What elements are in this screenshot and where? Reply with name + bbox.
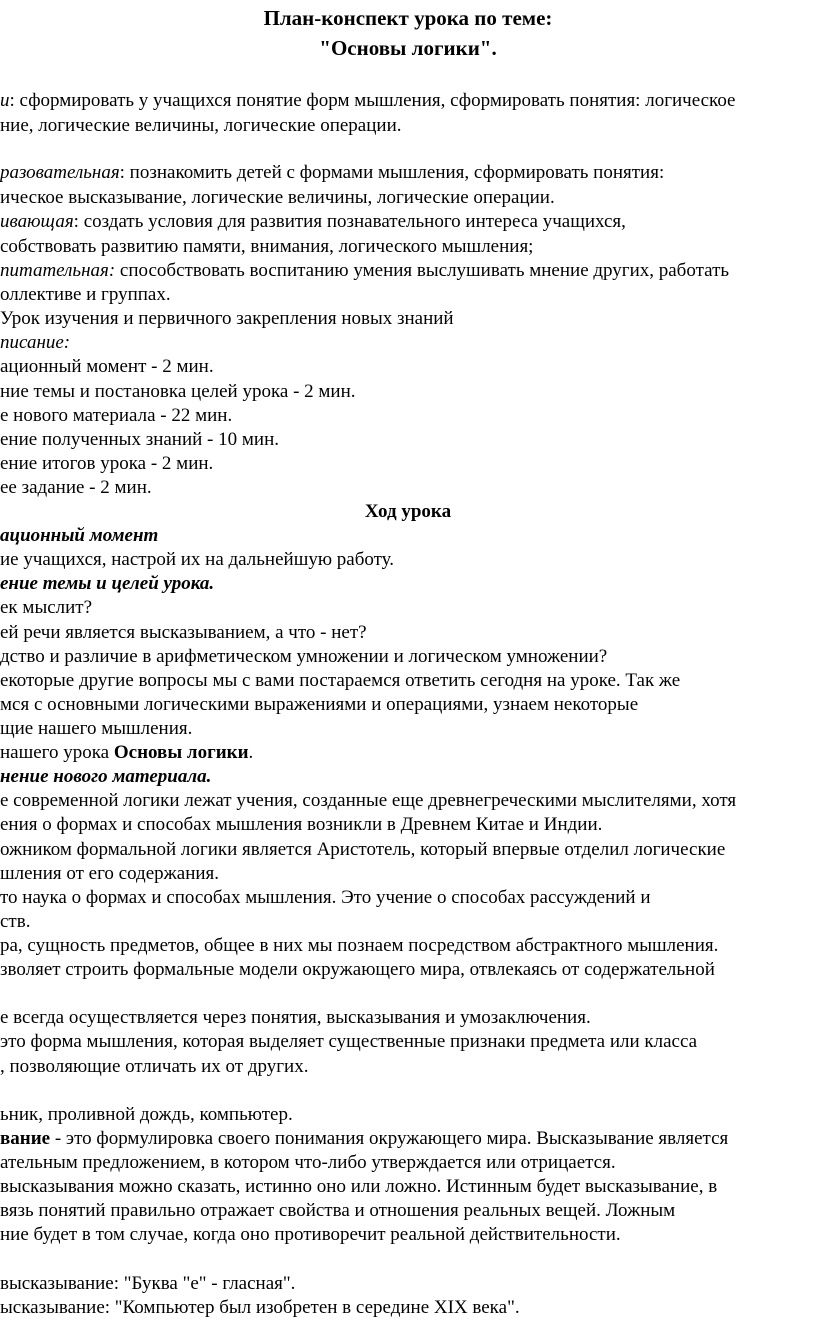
paragraph-line: вязь понятий правильно отражает свойства и отношения реальных вещей. Ложным xyxy=(0,1200,676,1221)
example-line: ьник, проливной дождь, компьютер. xyxy=(0,1104,293,1125)
example-line: ысказывание: "Компьютер был изобретен в середине XIX века". xyxy=(0,1297,520,1318)
upbringing-task-line xyxy=(0,259,729,283)
section-heading-new-material-text: нение нового материала. xyxy=(0,766,212,787)
schedule-label-text: писание: xyxy=(0,332,71,353)
paragraph-line: екоторые другие вопросы мы с вами постараемся ответить сегодня на уроке. Так же xyxy=(0,670,681,691)
paragraph-line: е современной логики лежат учения, созданные еще древнегреческими мыслителями, хотя xyxy=(0,790,737,811)
schedule-item: ние темы и постановка целей урока - 2 мин. xyxy=(0,381,356,402)
section-heading-course: Ход урока xyxy=(364,501,452,522)
developing-task-text: : создать условия для развития познавательного интереса учащихся, xyxy=(73,211,626,232)
section-heading-new-material xyxy=(0,765,211,789)
lesson-topic-period: . xyxy=(248,742,254,763)
goal-text: : сформировать у учащихся понятие форм мышления, сформировать понятия: логическое xyxy=(9,90,736,111)
question-line: ек мыслит? xyxy=(0,597,93,618)
schedule-item: ение итогов урока - 2 мин. xyxy=(0,453,214,474)
goal-label: и xyxy=(0,90,10,111)
upbringing-task-text: способствовать воспитанию умения выслушивать мнение других, работать xyxy=(115,260,730,281)
upbringing-task-label: питательная: xyxy=(0,260,116,281)
paragraph-line: ра, сущность предметов, общее в них мы познаем посредством абстрактного мышления. xyxy=(0,935,719,956)
paragraph-line: зволяет строить формальные модели окружающего мира, отвлекаясь от содержательной xyxy=(0,959,715,980)
statement-definition-line xyxy=(0,1127,728,1151)
statement-term: вание xyxy=(0,1128,51,1149)
section-heading-topic-text: ение темы и целей урока. xyxy=(0,573,215,594)
question-line: ей речи является высказыванием, а что - нет? xyxy=(0,622,367,643)
page-title-line-1: План-конспект урока по теме: xyxy=(263,6,553,30)
schedule-item: е нового материала - 22 мин. xyxy=(0,405,233,426)
schedule-item: ее задание - 2 мин. xyxy=(0,477,152,498)
paragraph-line: ическое высказывание, логические величины, логические операции. xyxy=(0,187,555,208)
page-title-line-2: "Основы логики". xyxy=(319,36,497,60)
educational-task-text: : познакомить детей с формами мышления, сформировать понятия: xyxy=(119,162,665,183)
paragraph-line: то наука о формах и способах мышления. Это учение о способах рассуждений и xyxy=(0,887,651,908)
paragraph-line: ств. xyxy=(0,911,31,932)
paragraph-line: ожником формальной логики является Аристотель, который впервые отделил логические xyxy=(0,839,726,860)
paragraph-line: е всегда осуществляется через понятия, высказывания и умозаключения. xyxy=(0,1007,591,1028)
paragraph-line: щие нашего мышления. xyxy=(0,718,193,739)
paragraph-line: это форма мышления, которая выделяет существенные признаки предмета или класса xyxy=(0,1031,698,1052)
paragraph-line: мся с основными логическими выражениями и операциями, узнаем некоторые xyxy=(0,694,639,715)
example-line: высказывание: "Буква "е" - гласная". xyxy=(0,1273,296,1294)
paragraph-line: собствовать развитию памяти, внимания, логического мышления; xyxy=(0,236,534,257)
schedule-item: ационный момент - 2 мин. xyxy=(0,356,214,377)
question-line: дство и различие в арифметическом умножении и логическом умножении? xyxy=(0,646,608,667)
lesson-type-line: Урок изучения и первичного закрепления новых знаний xyxy=(0,308,454,329)
paragraph-line: , позволяющие отличать их от других. xyxy=(0,1056,309,1077)
paragraph-line: ательным предложением, в котором что-либо утверждается или отрицается. xyxy=(0,1152,616,1173)
educational-task-line xyxy=(0,161,664,185)
section-heading-org-moment-text: ационный момент xyxy=(0,525,159,546)
lesson-topic-line xyxy=(0,741,253,765)
section-heading-org-moment xyxy=(0,524,158,548)
lesson-topic-name: Основы логики xyxy=(113,742,249,763)
paragraph-line: оллективе и группах. xyxy=(0,284,171,305)
section-heading-topic xyxy=(0,572,214,596)
schedule-label xyxy=(0,331,70,355)
developing-task-label: ивающая xyxy=(0,211,74,232)
paragraph-line: ения о формах и способах мышления возникли в Древнем Китае и Индии. xyxy=(0,814,603,835)
goal-line xyxy=(0,89,735,113)
schedule-item: ение полученных знаний - 10 мин. xyxy=(0,429,279,450)
statement-definition: - это формулировка своего понимания окружающего мира. Высказывание является xyxy=(50,1128,729,1149)
educational-task-label: разовательная xyxy=(0,162,120,183)
paragraph-line: ние будет в том случае, когда оно противоречит реальной действительности. xyxy=(0,1224,621,1245)
lesson-topic-prefix: нашего урока xyxy=(0,742,114,763)
paragraph-line: ие учащихся, настрой их на дальнейшую работу. xyxy=(0,549,395,570)
developing-task-line xyxy=(0,210,626,234)
paragraph-line: высказывания можно сказать, истинно оно или ложно. Истинным будет высказывание, в xyxy=(0,1176,718,1197)
paragraph-line: шления от его содержания. xyxy=(0,863,220,884)
paragraph-line: ние, логические величины, логические операции. xyxy=(0,115,402,136)
